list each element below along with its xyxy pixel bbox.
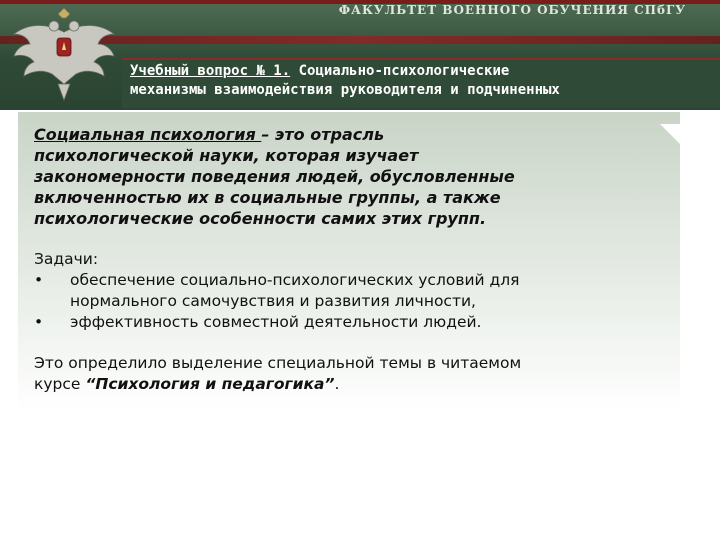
- definition-line-3: закономерности поведения людей, обусловленные: [34, 167, 515, 186]
- definition-line-2: психологической науки, которая изучает: [34, 146, 419, 165]
- tasks-section: [34, 249, 664, 333]
- conclusion-line-2-suffix: .: [334, 375, 340, 393]
- list-item: [34, 270, 664, 312]
- task-1-line-1: обеспечение социально-психологических условий для: [70, 271, 520, 289]
- title-line1-rest: Социально-психологические: [290, 63, 510, 79]
- conclusion-line-2-prefix: курсе: [34, 375, 86, 393]
- bullet-icon: •: [34, 313, 44, 331]
- definition-line-5: психологические особенности самих этих групп.: [34, 209, 487, 228]
- slide-title: [130, 62, 720, 100]
- definition-line-4: включенностью их в социальные группы, а также: [34, 188, 501, 207]
- slide-body: [34, 124, 664, 395]
- definition-line-1: – это отрасль: [261, 125, 385, 144]
- list-item: [34, 312, 664, 333]
- conclusion-paragraph: [34, 353, 664, 395]
- task-1-line-2: нормального самочувствия и развития личности,: [70, 292, 476, 310]
- faculty-name: ФАКУЛЬТЕТ ВОЕННОГО ОБУЧЕНИЯ СПбГУ: [338, 3, 686, 17]
- course-name: “Психология и педагогика”: [85, 375, 335, 393]
- definition-term: Социальная психология: [34, 125, 262, 144]
- title-prefix: Учебный вопрос № 1.: [130, 63, 291, 79]
- bullet-icon: •: [34, 271, 44, 289]
- definition-paragraph: [34, 124, 664, 229]
- tasks-heading: Задачи:: [34, 250, 99, 268]
- double-headed-eagle-emblem-icon: [8, 4, 120, 104]
- conclusion-line-1: Это определило выделение специальной темы в читаемом: [34, 354, 522, 372]
- title-line2: механизмы взаимодействия руководителя и подчиненных: [130, 82, 560, 98]
- task-2-line-1: эффективность совместной деятельности людей.: [70, 313, 482, 331]
